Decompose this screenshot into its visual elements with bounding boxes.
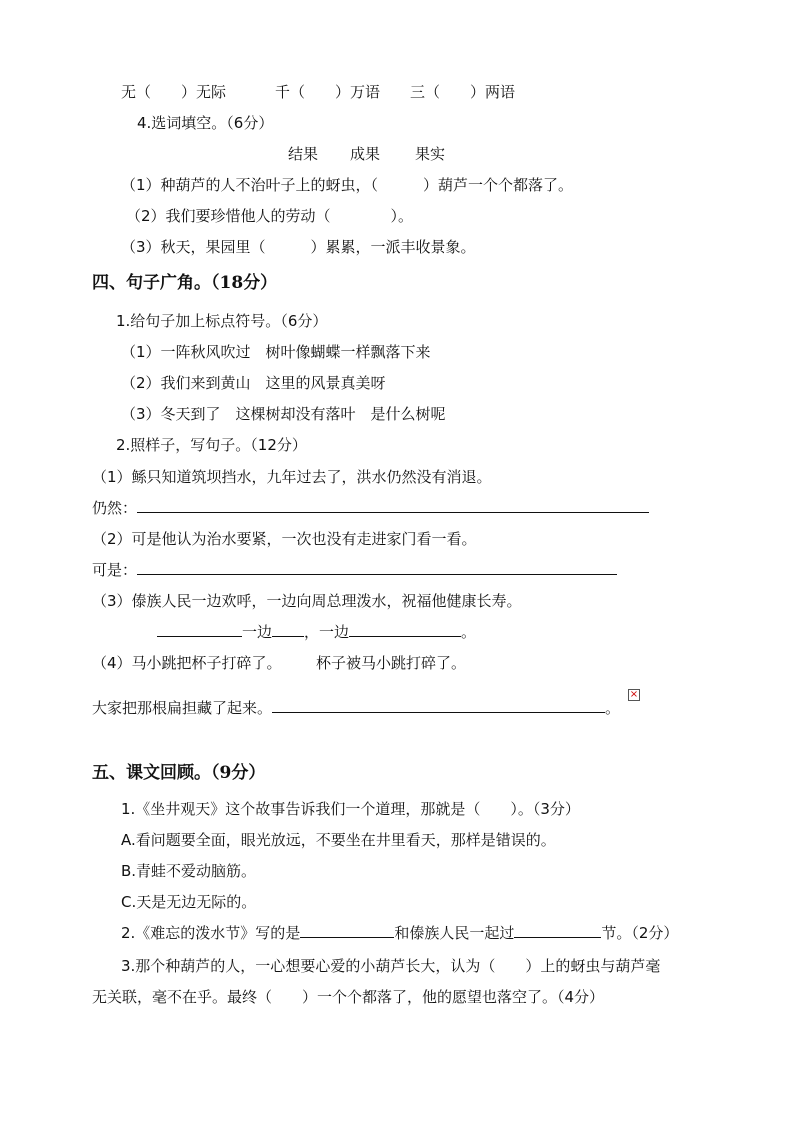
answer-mid-3a: 一边 <box>242 623 273 641</box>
idiom-2: 千（ ）万语 <box>275 83 381 101</box>
q4-item-2: （2）我们要珍惜他人的劳动（ ）。 <box>126 207 414 225</box>
sec5-q2-part-a: 2.《难忘的泼水节》写的是 <box>121 924 301 942</box>
sec5-q2 <box>121 923 678 943</box>
broken-image-icon: × <box>629 689 639 700</box>
punct-item-1: （1）一阵秋风吹过 树叶像蝴蝶一样飘落下来 <box>121 343 431 361</box>
q4-item-1: （1）种葫芦的人不治叶子上的蚜虫，（ ）葫芦一个个都落了。 <box>121 176 574 194</box>
word-option-2: 成果 <box>350 145 381 163</box>
q4-item-3: （3）秋天，果园里（ ）累累，一派丰收景象。 <box>121 238 476 256</box>
option-c: C.天是无边无际的。 <box>121 893 257 911</box>
q4-title: 4.选词填空。（6分） <box>137 114 274 132</box>
sample-sentence-4b: 杯子被马小跳打碎了。 <box>316 654 467 672</box>
sec5-q2-part-c: 节。（2分） <box>601 924 679 942</box>
sec5-q2-part-b: 和傣族人民一起过 <box>394 924 515 942</box>
answer-end-4: 。 <box>605 699 621 717</box>
word-option-3: 果实 <box>415 145 446 163</box>
section-4-heading: 四、句子广角。（18分） <box>92 273 278 293</box>
idiom-1: 无（ ）无际 <box>121 83 227 101</box>
answer-blank-3c[interactable] <box>349 622 461 637</box>
sample-sentence-3: （3）傣族人民一边欢呼，一边向周总理泼水，祝福他健康长寿。 <box>92 592 522 610</box>
sample-sentence-4a: （4）马小跳把杯子打碎了。 <box>92 654 282 672</box>
sec5-q1: 1.《坐井观天》这个故事告诉我们一个道理，那就是（ ）。（3分） <box>121 800 580 818</box>
answer-blank-1[interactable] <box>137 498 649 513</box>
option-a: A.看问题要全面，眼光放远，不要坐在井里看天，那样是错误的。 <box>121 831 556 849</box>
answer-end-3: 。 <box>461 623 477 641</box>
answer-label-1: 仍然： <box>92 499 138 517</box>
sec5-q2-blank-1[interactable] <box>300 923 394 938</box>
answer-line-3 <box>157 622 476 642</box>
answer-line-4 <box>92 698 620 718</box>
answer-line-2 <box>92 560 617 580</box>
section-5-heading: 五、课文回顾。（9分） <box>92 763 266 783</box>
punct-item-2: （2）我们来到黄山 这里的风景真美呀 <box>121 374 386 392</box>
sample-sentence-1: （1）鲧只知道筑坝挡水，九年过去了，洪水仍然没有消退。 <box>92 468 492 486</box>
answer-blank-3b[interactable] <box>272 622 304 637</box>
sentence-4c: 大家把那根扁担藏了起来。 <box>92 699 273 717</box>
sample-sentence-2: （2）可是他认为治水要紧，一次也没有走进家门看一看。 <box>92 530 477 548</box>
sec5-q3-line-2: 无关联，毫不在乎。最终（ ）一个个都落了，他的愿望也落空了。（4分） <box>92 988 605 1006</box>
answer-blank-4[interactable] <box>272 698 605 713</box>
word-option-1: 结果 <box>288 145 319 163</box>
sec4-q1-title: 1.给句子加上标点符号。（6分） <box>116 312 328 330</box>
sec4-q2-title: 2.照样子，写句子。（12分） <box>116 436 307 454</box>
answer-blank-3a[interactable] <box>157 622 242 637</box>
answer-label-2: 可是： <box>92 561 138 579</box>
answer-mid-3b: ，一边 <box>304 623 350 641</box>
idiom-3: 三（ ）两语 <box>410 83 516 101</box>
punct-item-3: （3）冬天到了 这棵树却没有落叶 是什么树呢 <box>121 405 446 423</box>
answer-line-1 <box>92 498 649 518</box>
option-b: B.青蛙不爱动脑筋。 <box>121 862 257 880</box>
sec5-q2-blank-2[interactable] <box>514 923 601 938</box>
sec5-q3-line-1: 3.那个种葫芦的人，一心想要心爱的小葫芦长大，认为（ ）上的蚜虫与葫芦毫 <box>121 957 661 975</box>
answer-blank-2[interactable] <box>137 560 617 575</box>
